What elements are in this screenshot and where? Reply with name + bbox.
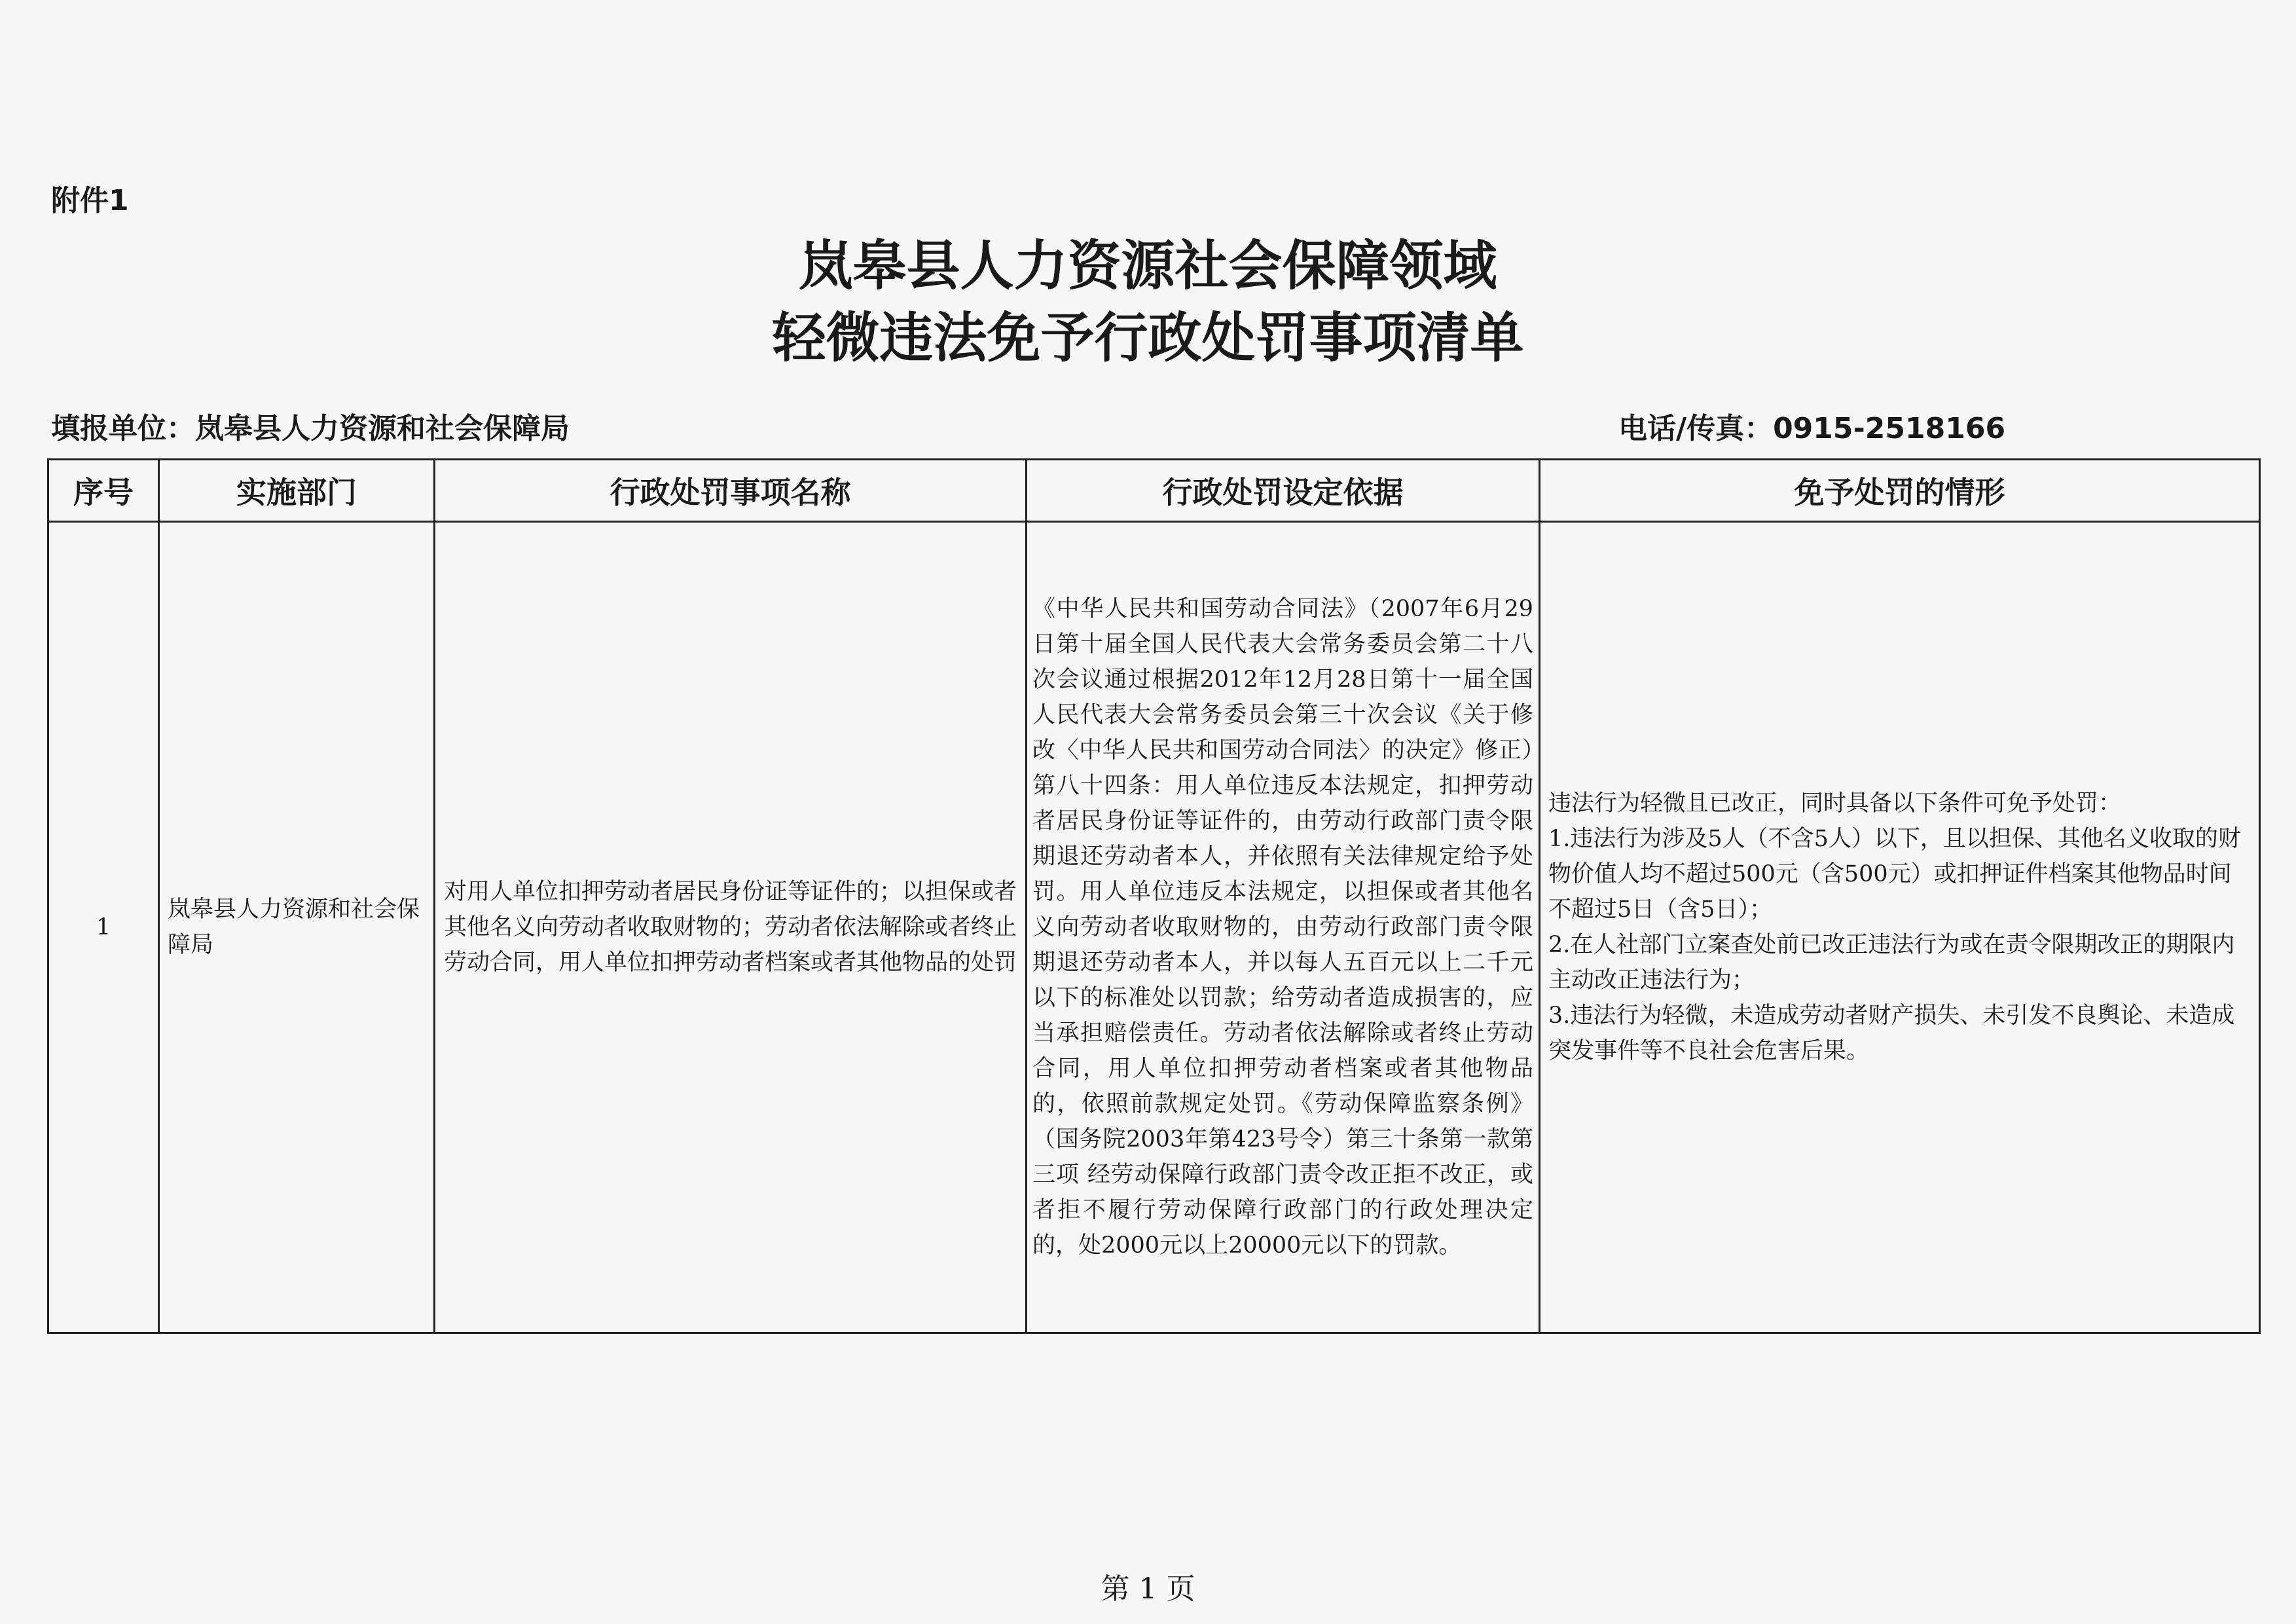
attachment-label: 附件1	[51, 184, 129, 217]
cell-seq: 1	[48, 522, 159, 1333]
header-basis: 行政处罚设定依据	[1027, 460, 1540, 522]
cell-item-name: 对用人单位扣押劳动者居民身份证等证件的；以担保或者其他名义向劳动者收取财物的；劳动者依法解除或者终止劳动合同，用人单位扣押劳动者档案或者其他物品的处罚	[435, 522, 1027, 1333]
document-title-line2: 轻微违法免予行政处罚事项清单	[772, 307, 1524, 369]
reporting-unit: 填报单位：岚皋县人力资源和社会保障局	[51, 412, 570, 445]
penalty-exemption-table	[47, 458, 2261, 1334]
exemption-intro: 违法行为轻微且已改正，同时具备以下条件可免予处罚：	[1548, 790, 2122, 817]
exemption-condition-2: 2.在人社部门立案查处前已改正违法行为或在责令限期改正的期限内主动改正违法行为；	[1548, 932, 2235, 993]
cell-department: 岚皋县人力资源和社会保障局	[159, 522, 435, 1333]
table-header-row	[48, 460, 2260, 522]
header-department: 实施部门	[159, 460, 435, 522]
header-exemption: 免予处罚的情形	[1540, 460, 2260, 522]
exemption-condition-1: 1.违法行为涉及5人（不含5人）以下，且以担保、其他名义收取的财物价值人均不超过500元（含500元）或扣押证件档案其他物品时间不超过5日（含5日）；	[1548, 826, 2241, 923]
table-row	[48, 522, 2260, 1333]
cell-exemption	[1540, 522, 2260, 1333]
header-item-name: 行政处罚事项名称	[435, 460, 1027, 522]
exemption-condition-3: 3.违法行为轻微，未造成劳动者财产损失、未引发不良舆论、未造成突发事件等不良社会危害后果。	[1548, 1003, 2235, 1064]
document-title-line1: 岚皋县人力资源社会保障领域	[799, 235, 1497, 297]
phone-fax: 电话/传真：0915-2518166	[1618, 412, 2006, 445]
header-seq: 序号	[48, 460, 159, 522]
cell-basis: 《中华人民共和国劳动合同法》（2007年6月29日第十届全国人民代表大会常务委员会第二十八次会议通过根据2012年12月28日第十一届全国人民代表大会常务委员会第三十次会议《关于修改〈中华人民共和国劳动合同法〉的决定》修正）第八十四条：用人单位违反本法规定，扣押劳动者居民身份证等证件的，由劳动行政部门责令限期退还劳动者本人，并依照有关法律规定给予处罚。用人单位违反本法规定，以担保或者其他名义向劳动者收取财物的，由劳动行政部门责令限期退还劳动者本人，并以每人五百元以上二千元以下的标准处以罚款；给劳动者造成损害的，应当承担赔偿责任。劳动者依法解除或者终止劳动合同，用人单位扣押劳动者档案或者其他物品的，依照前款规定处罚。《劳动保障监察条例》（国务院2003年第423号令）第三十条第一款第三项 经劳动保障行政部门责令改正拒不改正，或者拒不履行劳动保障行政部门的行政处理决定的，处2000元以上20000元以下的罚款。	[1027, 522, 1540, 1333]
page-number: 第 1 页	[1101, 1572, 1195, 1606]
